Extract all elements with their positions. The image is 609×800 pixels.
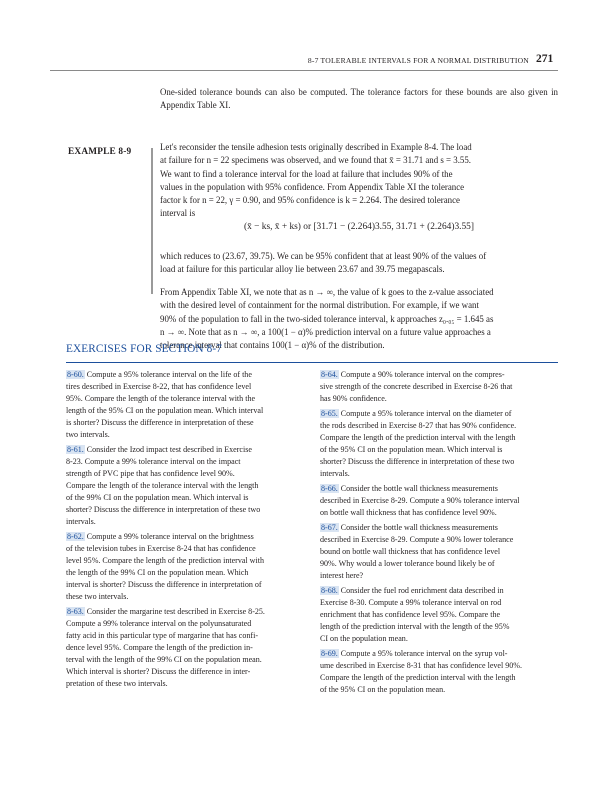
exercise-line: sive strength of the concrete described in Exercise 8-26 that — [320, 381, 513, 391]
exercise-number: 8-61. — [67, 444, 84, 454]
exercise-8-64 — [320, 369, 558, 405]
exercise-line: 90%. Why would a lower tolerance bound likely be of — [320, 558, 495, 568]
example-line: values in the population with 95% confidence. From Appendix Table XI the tolerance — [160, 181, 465, 192]
exercise-number: 8-68. — [321, 585, 338, 595]
intro-paragraph: One-sided tolerance bounds can also be computed. The tolerance factors for these bounds are also given in Appendix Table XI. — [160, 87, 558, 111]
exercise-line: intervals. — [320, 468, 350, 478]
exercise-line: 95%. Compare the length of the tolerance interval with the — [66, 393, 256, 403]
exercise-line: intervals. — [66, 516, 96, 526]
exercise-line: pretation of these two intervals. — [66, 678, 168, 688]
exercise-line: 8-23. Compute a 99% tolerance interval on the impact — [66, 456, 241, 466]
exercise-line: bound on bottle wall thickness that has confidence level — [320, 546, 501, 556]
exercise-line: strength of PVC pipe that has confidence level 90%. — [66, 468, 235, 478]
exercise-number: 8-67. — [321, 522, 338, 532]
appendix-note-line: From Appendix Table XI, we note that as n → ∞, the value of k goes to the z-value associated — [160, 287, 494, 297]
exercises-left-column — [66, 369, 304, 690]
exercise-line: described in Exercise 8-29. Compute a 90% tolerance interval — [320, 495, 520, 505]
exercise-8-66 — [320, 483, 558, 519]
exercise-number: 8-65. — [321, 408, 338, 418]
section-rule — [66, 362, 558, 363]
exercise-line: on bottle wall thickness that has confidence level 90%. — [320, 507, 497, 517]
exercise-line: has 90% confidence. — [320, 393, 387, 403]
exercise-line: of the television tubes in Exercise 8-24 that has confidence — [66, 543, 256, 553]
exercise-number: 8-60. — [67, 370, 84, 379]
exercise-line: of the 95% CI on the population mean. — [320, 684, 446, 694]
exercise-8-65 — [320, 408, 558, 480]
exercise-line: length of the 95% CI on the population mean. Which interval — [66, 405, 264, 415]
exercise-line: tires described in Exercise 8-22, that has confidence level — [66, 381, 252, 391]
exercise-line: Compare the length of the prediction interval with the length — [320, 432, 516, 442]
exercise-number: 8-63. — [67, 606, 84, 616]
example-line: factor k for n = 22, γ = 0.90, and 95% confidence is k = 2.264. The desired tolerance — [160, 195, 460, 206]
exercise-line: Compute a 95% tolerance interval on the diameter of — [340, 408, 512, 418]
exercise-line: Consider the fuel rod enrichment data described in — [340, 585, 504, 595]
exercise-line: Compute a 95% tolerance interval on the syrup vol- — [340, 648, 508, 658]
exercise-number: 8-64. — [321, 370, 338, 379]
exercise-line: interval is shorter? Discuss the difference in interpretation of — [66, 579, 262, 589]
exercise-line: dence level 95%. Compare the length of the prediction in- — [66, 642, 253, 652]
appendix-note-line: with the desired level of containment for the normal distribution. For example, if we want — [160, 300, 479, 311]
example-conclusion-line: load at failure for this particular alloy lie between 23.67 and 39.75 megapascals. — [160, 264, 445, 275]
example-line: interval is — [160, 208, 196, 219]
exercise-line: Compute a 99% tolerance interval on the brightness — [86, 531, 254, 541]
exercise-8-67 — [320, 522, 558, 582]
exercise-line: length of the prediction interval with the length of the 95% — [320, 621, 510, 631]
exercise-line: terval with the length of the 99% CI on the population mean. — [66, 654, 262, 664]
exercise-number: 8-62. — [67, 531, 84, 541]
section-title: EXERCISES FOR SECTION 8-7 — [66, 343, 222, 355]
exercise-number: 8-66. — [321, 483, 338, 493]
exercise-line: the rods described in Exercise 8-27 that has 90% confidence. — [320, 420, 517, 430]
example-line: at failure for n = 22 specimens was observed, and we found that x̄ = 31.71 and s = 3.55. — [160, 155, 472, 166]
tolerance-interval-equation: (x̄ − ks, x̄ + ks) or [31.71 − (2.264)3.55, 31.71 + (2.264)3.55] — [244, 222, 474, 232]
exercise-8-60 — [66, 369, 304, 441]
exercise-line: the length of the 99% CI on the population mean. Which — [66, 567, 249, 577]
exercise-line: Compute a 95% tolerance interval on the life of the — [86, 370, 252, 379]
exercise-line: two intervals. — [66, 429, 110, 439]
exercises-right-column — [320, 369, 558, 696]
example-label: EXAMPLE 8-9 — [68, 147, 132, 157]
exercise-8-63 — [66, 606, 304, 690]
header-rule — [50, 70, 558, 71]
example-body — [160, 141, 558, 221]
exercise-8-68 — [320, 585, 558, 645]
exercise-8-61 — [66, 444, 304, 528]
exercise-line: enrichment that has confidence level 95%. Compare the — [320, 609, 501, 619]
running-header: 8-7 TOLERABLE INTERVALS FOR A NORMAL DISTRIBUTION — [307, 56, 529, 65]
exercise-line: level 95%. Compare the length of the prediction interval with — [66, 555, 264, 565]
exercise-line: interest here? — [320, 570, 364, 580]
exercise-line: of the 95% CI on the population mean. Which interval is — [320, 444, 503, 454]
exercise-8-69 — [320, 648, 558, 696]
appendix-note-line: n → ∞. Note that as n → ∞, a 100(1 − α)% prediction interval on a future value approaches a — [160, 326, 491, 337]
exercise-line: Consider the bottle wall thickness measurements — [340, 522, 498, 532]
exercise-line: Consider the margarine test described in Exercise 8-25. — [86, 606, 265, 616]
exercise-number: 8-69. — [321, 648, 338, 658]
exercise-line: is shorter? Discuss the difference in interpretation of these — [66, 417, 254, 427]
exercise-line: of the 99% CI on the population mean. Which interval is — [66, 492, 249, 502]
exercise-line: Which interval is shorter? Discuss the difference in inter- — [66, 666, 251, 676]
appendix-note-line: tolerance interval that contains 100(1 − α)% of the distribution. — [160, 340, 385, 351]
exercise-line: shorter? Discuss the difference in interpretation of these two — [66, 504, 261, 514]
example-conclusion-line: which reduces to (23.67, 39.75). We can be 95% confident that at least 90% of the values of — [160, 251, 487, 261]
example-conclusion — [160, 250, 558, 277]
exercise-line: Consider the Izod impact test described in Exercise — [86, 444, 252, 454]
exercise-8-62 — [66, 531, 304, 603]
exercise-line: fatty acid in this particular type of margarine that has confi- — [66, 630, 259, 640]
exercise-line: described in Exercise 8-29. Compute a 90% lower tolerance — [320, 534, 514, 544]
exercise-line: shorter? Discuss the difference in interpretation of these two — [320, 456, 515, 466]
exercise-line: these two intervals. — [66, 591, 129, 601]
exercise-line: Compute a 99% tolerance interval on the polyunsaturated — [66, 618, 252, 628]
exercise-line: Compare the length of the prediction interval with the length — [320, 672, 516, 682]
example-bar — [151, 148, 153, 294]
example-line: We want to find a tolerance interval for the load at failure that includes 90% of the — [160, 168, 453, 179]
example-line: Let's reconsider the tensile adhesion tests originally described in Example 8-4. The load — [160, 142, 472, 152]
exercise-line: Exercise 8-30. Compute a 99% tolerance interval on rod — [320, 597, 502, 607]
exercise-line: Consider the bottle wall thickness measurements — [340, 483, 498, 493]
exercise-line: Compare the length of the tolerance interval with the length — [66, 480, 259, 490]
exercise-line: ume described in Exercise 8-31 that has confidence level 90%. — [320, 660, 522, 670]
page-number: 271 — [536, 53, 554, 65]
exercise-line: Compute a 90% tolerance interval on the compres- — [340, 370, 505, 379]
appendix-note-line: 90% of the population to fall in the two-sided tolerance interval, k approaches z₀.₀₅ = 1.645 as — [160, 313, 494, 324]
exercise-line: CI on the population mean. — [320, 633, 408, 643]
